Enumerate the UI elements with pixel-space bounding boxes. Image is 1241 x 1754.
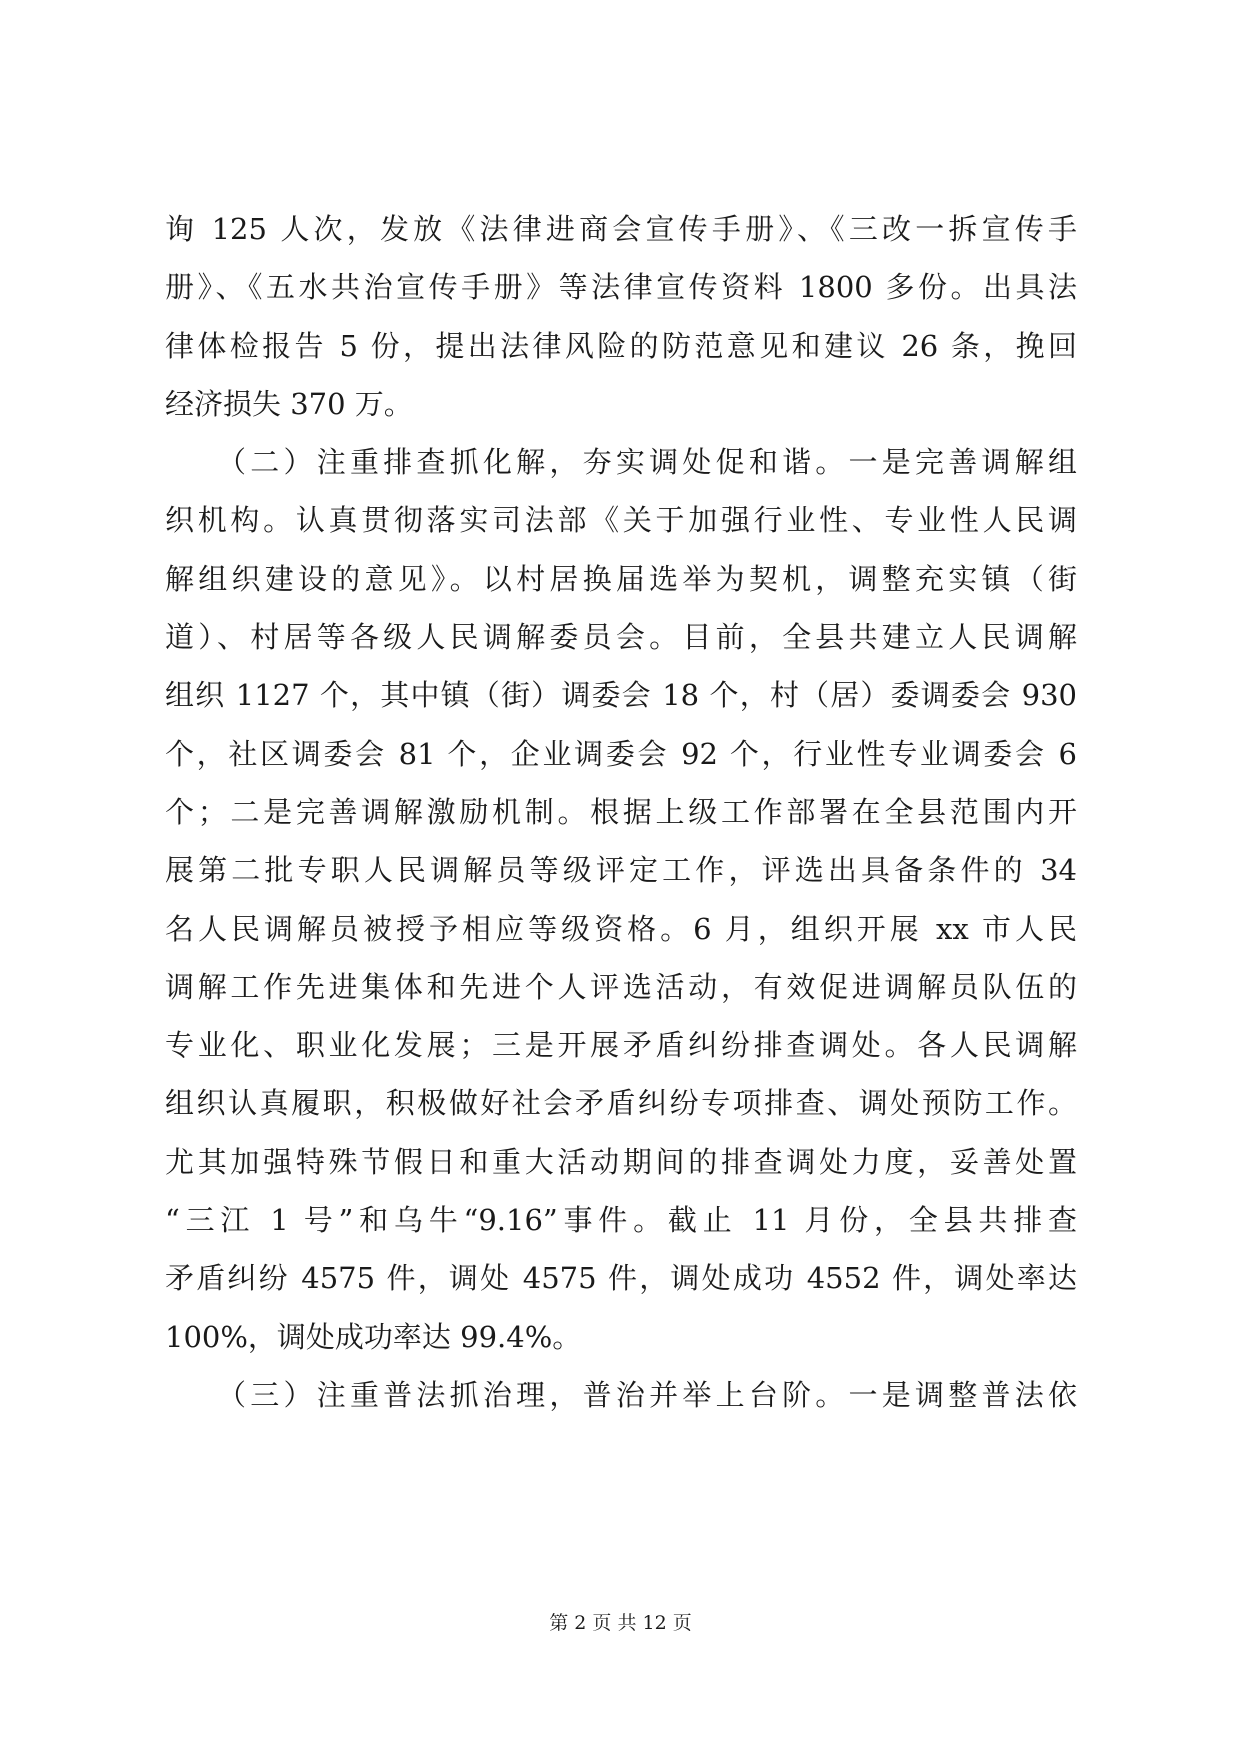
text-line: 解组织建设的意见》。以村居换届选举为契机，调整充实镇（街	[165, 561, 1077, 596]
text-line: 展第二批专职人民调解员等级评定工作，评选出具备条件的 34	[165, 853, 1077, 888]
text-line: 矛盾纠纷 4575 件，调处 4575 件，调处成功 4552 件，调处率达	[165, 1261, 1077, 1296]
text-line: 织机构。认真贯彻落实司法部《关于加强行业性、专业性人民调	[165, 503, 1077, 538]
page-footer: 第 2 页 共 12 页	[549, 1612, 692, 1634]
text-line: 名人民调解员被授予相应等级资格。6 月，组织开展 xx 市人民	[165, 911, 1077, 946]
text-line: （二）注重排查抓化解，夯实调处促和谐。一是完善调解组	[165, 445, 1077, 480]
text-line: 组织认真履职，积极做好社会矛盾纠纷专项排查、调处预防工作。	[165, 1086, 1077, 1121]
text-line: 道）、村居等各级人民调解委员会。目前，全县共建立人民调解	[165, 620, 1077, 655]
text-line: 册》、《五水共治宣传手册》等法律宣传资料 1800 多份。出具法	[165, 270, 1077, 305]
text-line: “三江 1 号”和乌牛“9.16”事件。截止 11 月份，全县共排查	[165, 1203, 1077, 1238]
text-line: 个，社区调委会 81 个，企业调委会 92 个，行业性专业调委会 6	[165, 736, 1077, 771]
text-line: 经济损失 370 万。	[165, 386, 413, 421]
text-line: 组织 1127 个，其中镇（街）调委会 18 个，村（居）委调委会 930	[165, 678, 1077, 713]
text-line: 个；二是完善调解激励机制。根据上级工作部署在全县范围内开	[165, 794, 1077, 829]
text-line: 尤其加强特殊节假日和重大活动期间的排查调处力度，妥善处置	[165, 1144, 1077, 1179]
body-text	[165, 200, 1077, 1424]
text-line: （三）注重普法抓治理，普治并举上台阶。一是调整普法依	[165, 1377, 1077, 1412]
text-line: 100%，调处成功率达 99.4%。	[165, 1319, 582, 1354]
text-line: 律体检报告 5 份，提出法律风险的防范意见和建议 26 条，挽回	[165, 328, 1077, 363]
text-line: 调解工作先进集体和先进个人评选活动，有效促进调解员队伍的	[165, 969, 1077, 1004]
text-line: 询 125 人次，发放《法律进商会宣传手册》、《三改一拆宣传手	[165, 212, 1077, 246]
text-line: 专业化、职业化发展；三是开展矛盾纠纷排查调处。各人民调解	[165, 1028, 1077, 1063]
